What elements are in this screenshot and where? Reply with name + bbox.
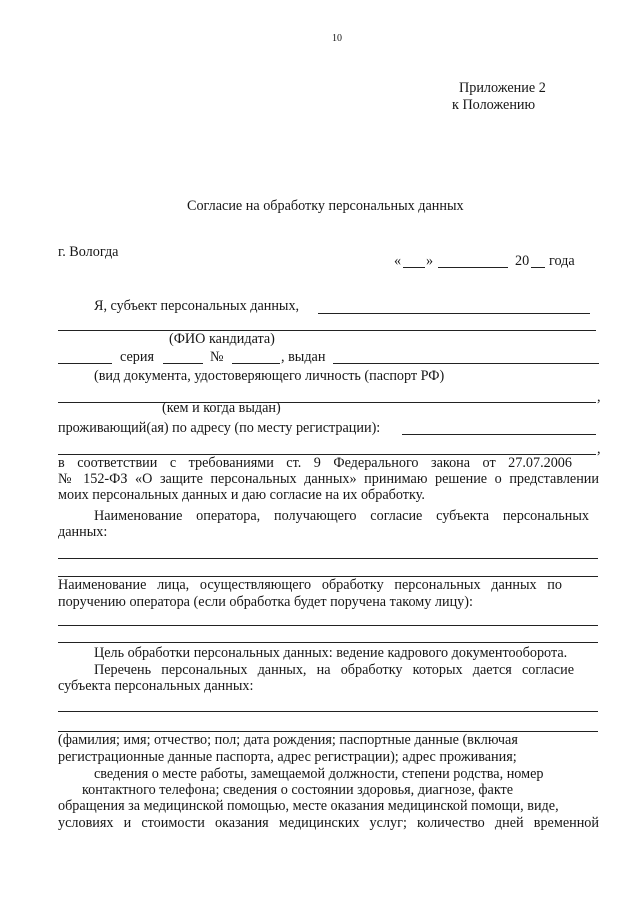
doc-caption: (вид документа, удостоверяющего личность (паспорт РФ) bbox=[94, 368, 445, 384]
issued-caption: (кем и когда выдан) bbox=[162, 400, 281, 416]
address-blank[interactable] bbox=[402, 434, 596, 435]
year-prefix: 20 bbox=[515, 253, 530, 269]
data-list-line-2: регистрационные данные паспорта, адрес регистрации); адрес проживания; bbox=[58, 749, 517, 765]
purpose-text: Цель обработки персональных данных: ведение кадрового документооборота. bbox=[94, 645, 568, 661]
list-para-line-1: Перечень персональных данных, на обработку которых дается согласие bbox=[94, 662, 574, 678]
city: г. Вологда bbox=[58, 244, 119, 260]
year-suffix: года bbox=[549, 253, 575, 269]
law-para-line-3: моих персональных данных и даю согласие на их обработку. bbox=[58, 487, 425, 503]
seria-label: серия bbox=[120, 349, 154, 365]
seria-blank[interactable] bbox=[163, 363, 203, 364]
fio-caption: (ФИО кандидата) bbox=[169, 331, 275, 347]
date-open-quote: « bbox=[394, 253, 402, 269]
proxy-line-2: поручению оператора (если обработка будет поручена такому лицу): bbox=[58, 594, 473, 610]
data-list-line-4: контактного телефона; сведения о состоянии здоровья, диагнозе, факте bbox=[82, 782, 514, 798]
address-comma: , bbox=[597, 441, 601, 457]
data-list-line-3: сведения о месте работы, замещаемой должности, степени родства, номер bbox=[94, 766, 544, 782]
appendix-label: Приложение 2 bbox=[459, 80, 546, 96]
number-blank[interactable] bbox=[232, 363, 280, 364]
issued-by-comma: , bbox=[597, 389, 601, 405]
proxy-blank-2[interactable] bbox=[58, 642, 598, 643]
list-para-line-2: субъекта персональных данных: bbox=[58, 678, 254, 694]
issued-by-blank[interactable] bbox=[58, 402, 596, 403]
subject-name-blank-2[interactable] bbox=[58, 330, 596, 331]
date-close-quote: » bbox=[426, 253, 434, 269]
day-blank[interactable] bbox=[403, 267, 425, 268]
law-para-line-1: в соответствии с требованиями ст. 9 Федерального закона от 27.07.2006 bbox=[58, 455, 572, 471]
list-blank-1[interactable] bbox=[58, 711, 598, 712]
data-list-line-6: условиях и стоимости оказания медицинских услуг; количество дней временной bbox=[58, 815, 599, 831]
year-blank[interactable] bbox=[531, 267, 545, 268]
data-list-line-5: обращения за медицинской помощью, месте оказания медицинской помощи, виде, bbox=[58, 798, 559, 814]
address-label: проживающий(ая) по адресу (по месту регистрации): bbox=[58, 420, 381, 436]
doc-type-blank[interactable] bbox=[58, 363, 112, 364]
operator-blank-1[interactable] bbox=[58, 558, 598, 559]
operator-line-2: данных: bbox=[58, 524, 108, 540]
month-blank[interactable] bbox=[438, 267, 508, 268]
page-number: 10 bbox=[332, 33, 342, 44]
subject-name-blank[interactable] bbox=[318, 313, 590, 314]
issued-label: , выдан bbox=[281, 349, 326, 365]
number-label: № bbox=[210, 349, 224, 365]
document-title: Согласие на обработку персональных данных bbox=[187, 198, 464, 214]
data-list-line-1: (фамилия; имя; отчество; пол; дата рождения; паспортные данные (включая bbox=[58, 732, 518, 748]
appendix-sublabel: к Положению bbox=[452, 97, 536, 113]
law-para-line-2: № 152-ФЗ «О защите персональных данных» принимаю решение о представлении bbox=[58, 471, 599, 487]
operator-line-1: Наименование оператора, получающего согласие субъекта персональных bbox=[94, 508, 589, 524]
proxy-blank-1[interactable] bbox=[58, 625, 598, 626]
subject-label: Я, субъект персональных данных, bbox=[94, 298, 300, 314]
issued-blank[interactable] bbox=[333, 363, 599, 364]
proxy-line-1: Наименование лица, осуществляющего обработку персональных данных по bbox=[58, 577, 562, 593]
